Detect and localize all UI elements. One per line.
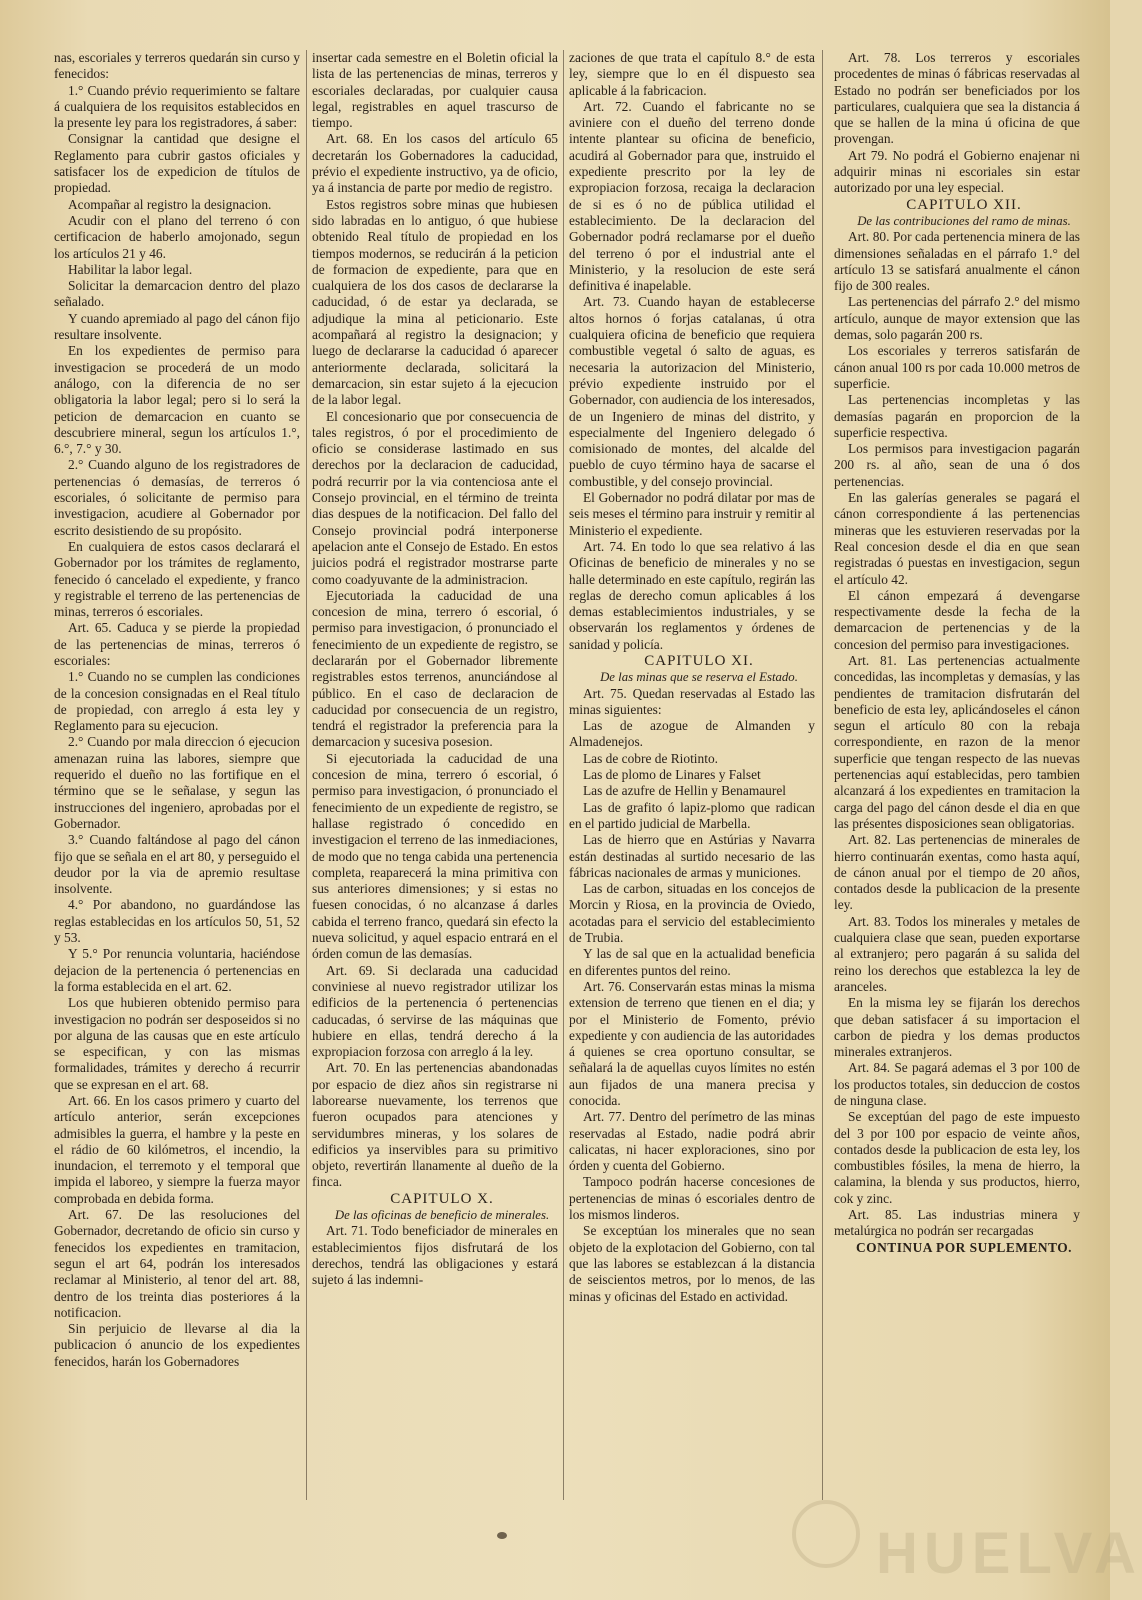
paragraph: Las de cobre de Riotinto. bbox=[583, 750, 718, 766]
paragraph: Art. 74. En todo lo que sea relativo á las Oficinas de beneficio de minerales y no se halle determinado en este capítulo, regirán las reglas de derecho comun aplicables á los demas establecimientos industriales, y se observarán los reglamentos y órdenes de sanidad y policía. bbox=[569, 538, 815, 652]
paragraph: El cánon empezará á devengarse respectivamente desde la fecha de la demarcacion de pertenencias y de la concesion del permiso para investigaciones. bbox=[834, 587, 1080, 652]
paragraph: En la misma ley se fijarán los derechos que deban satisfacer á su importacion el carbon de piedra y los demas productos minerales extranjeros. bbox=[834, 995, 1080, 1060]
chapter-subtitle: De las contribuciones del ramo de minas. bbox=[857, 213, 1071, 228]
chapter-heading: CAPITULO X. bbox=[390, 1190, 494, 1207]
paragraph: Si ejecutoriada la caducidad de una concesion de mina, terrero ó escorial, ó permiso para investigacion, ó pronunciado el fenecimiento de un expediente de registro, se hallase registrado ó concedido en investigacion el terreno de las inmediaciones, de modo que no tenga cabida una pertenencia completa, reaparecerá la mina primitiva con sus anteriores dimensiones; y si estas no fuesen conocidas, ó no alcanzase á darles cabida el terreno franco, quedará sin efecto la nueva solicitud, y aquel espacio entrará en el órden comun de las demasías. bbox=[312, 750, 558, 962]
paragraph: Las de carbon, situadas en los concejos de Morcin y Riosa, en la provincia de Oviedo, acotadas para el servicio del establecimiento de Trubia. bbox=[569, 881, 815, 946]
paragraph: Art. 80. Por cada pertenencia minera de las dimensiones señaladas en el párrafo 1.° del artículo 13 se satisfará anualmente el cánon fijo de 300 reales. bbox=[834, 229, 1080, 294]
paragraph: En cualquiera de estos casos declarará el Gobernador por los trámites de reglamento, fenecido ó cancelado el expediente, y franco y registrable el terreno de las pertenencias de minas, terreros ó escoriales. bbox=[54, 538, 300, 620]
paragraph: Las de azufre de Hellin y Benamaurel bbox=[583, 783, 786, 799]
paragraph: zaciones de que trata el capítulo 8.° de esta ley, siempre que lo en él dispuesto sea aplicable á la fabricacion. bbox=[569, 50, 815, 98]
paragraph: Las de hierro que en Astúrias y Navarra están destinadas al surtido necesario de las fábricas nacionales de armas y municiones. bbox=[569, 832, 815, 880]
paragraph: Art. 84. Se pagará ademas el 3 por 100 de los productos totales, sin deduccion de costos de ninguna clase. bbox=[834, 1060, 1080, 1108]
paragraph: Las de grafito ó lapiz-plomo que radican en el partido judicial de Marbella. bbox=[569, 799, 815, 831]
column-rule bbox=[563, 50, 564, 1500]
paragraph: Ejecutoriada la caducidad de una concesion de mina, terrero ó escorial, ó permiso para investigacion, ó pronunciado el fenecimiento de un expediente de registro, se declararán por el Gobernador libremente registrables estos terrenos, anunciándose al público. En el caso de declaracion de caducidad por consecuencia de un registro, tendrá el registrador la preferencia para la demarcacion y sucesiva posesion. bbox=[312, 587, 558, 750]
paragraph: Los permisos para investigacion pagarán 200 rs. al año, sean de una ó dos pertenencias. bbox=[834, 441, 1080, 489]
paragraph: Y las de sal que en la actualidad beneficia en diferentes puntos del reino. bbox=[569, 946, 815, 978]
watermark-text: HUELVA bbox=[876, 1521, 1142, 1586]
paragraph: 3.° Cuando faltándose al pago del cánon fijo que se señala en el art 80, y perseguido el deudor por la via de apremio resultase insolvente. bbox=[54, 832, 300, 897]
paragraph: Art. 70. En las pertenencias abandonadas por espacio de diez años sin registrarse ni laborearse nuevamente, los terrenos que fueron ocupados para atenciones y servidumbres mineras, y los solares de edificios ya inservibles para su primitivo objeto, revertirán llanamente al dueño de la finca. bbox=[312, 1060, 558, 1190]
paragraph: Art. 78. Los terreros y escoriales procedentes de minas ó fábricas reservadas al Estado no podrán ser beneficiados por los particulares, cualquiera que sea la distancia á que se hallen de la mina ú oficina de que provengan. bbox=[834, 50, 1080, 147]
paragraph: Art. 72. Cuando el fabricante no se aviniere con el dueño del terreno donde intente plantear su oficina de beneficio, acudirá al Gobernador para que, instruido el expediente prescrito por la ley de expropiacion forzosa, recaiga la declaracion de si es ó no de pública utilidad el establecimiento. De la declaracion del Gobernador podrá reclamarse por el dueño del terreno ó por el industrial ante el Ministerio, y la resolucion de este será definitiva é inapelable. bbox=[569, 98, 815, 294]
paragraph: El concesionario que por consecuencia de tales registros, ó por el procedimiento de oficio se considerase lastimado en sus derechos por la declaracion de caducidad, podrá recurrir por la via contenciosa ante el Consejo provincial, en el término de treinta dias despues de la notificacion. Del fallo del Consejo provincial podrá interponerse apelacion ante el Consejo de Estado. En estos juicios podrá el registrador mostrarse parte como coadyuvante de la administracion. bbox=[312, 408, 558, 587]
paragraph: Art. 82. Las pertenencias de minerales de hierro continuarán exentas, como hasta aquí, de cánon anual por el tiempo de 20 años, contados desde la publicacion de la presente ley. bbox=[834, 832, 1080, 913]
seal-icon bbox=[792, 1500, 860, 1568]
paragraph: Art. 65. Caduca y se pierde la propiedad de las pertenencias de minas, terreros ó escoriales: bbox=[54, 620, 300, 668]
paragraph: Consignar la cantidad que designe el Reglamento para cubrir gastos oficiales y satisfacer los de expedicion de títulos de propiedad. bbox=[54, 131, 300, 196]
paragraph: nas, escoriales y terreros quedarán sin curso y fenecidos: bbox=[54, 50, 300, 82]
paragraph: insertar cada semestre en el Boletin oficial la lista de las pertenencias de minas, terreros y escoriales declaradas, por cualquier causa legal, registrables en aquel trascurso de tiempo. bbox=[312, 50, 558, 131]
paragraph: Art. 75. Quedan reservadas al Estado las minas siguientes: bbox=[569, 685, 815, 717]
paragraph: 1.° Cuando prévio requerimiento se faltare á cualquiera de los requisitos establecidos en la presente ley para los registradores, á saber: bbox=[54, 82, 300, 131]
paragraph: Art. 68. En los casos del artículo 65 decretarán los Gobernadores la caducidad, prévio el expediente instructivo, ya de oficio, ya á instancia de parte por medio de registro. bbox=[312, 131, 558, 196]
paragraph: Art. 71. Todo beneficiador de minerales en establecimientos fijos disfrutará de los derechos, tendrá las obligaciones y estará sujeto á las indemni- bbox=[312, 1223, 558, 1288]
paragraph: Los escoriales y terreros satisfarán de cánon anual 100 rs por cada 10.000 metros de superficie. bbox=[834, 343, 1080, 391]
paragraph: Estos registros sobre minas que hubiesen sido labradas en lo antiguo, ó que hubiese obtenido Real título de propiedad en los tiempos modernos, se reducirán á la peticion de formacion de expediente, para que en cualquiera de los dos casos de declararse la caducidad, ó de estar ya declarada, se adjudique la mina al peticionario. Este acompañará al registro la designacion; y luego de declararse la caducidad ó aparecer anteriormente declarada, solicitará la demarcacion, sin estar sujeto á la ejecucion de la labor legal. bbox=[312, 196, 558, 408]
chapter-heading: CAPITULO XII. bbox=[906, 196, 1022, 213]
paragraph: 2.° Cuando por mala direccion ó ejecucion amenazan ruina las labores, siempre que requerido el dueño no las fortifique en el término que se le señalase, y segun las instrucciones del ingeniero, aprobadas por el Gobernador. bbox=[54, 734, 300, 831]
paragraph: Art. 76. Conservarán estas minas la misma extension de terreno que tienen en el dia; y por el Ministerio de Fomento, prévio expediente y con audiencia de las autoridades á quienes se crea oportuno consultar, se señalará la de aquellas cuyos límites no estén aun fijados de una manera precisa y conocida. bbox=[569, 978, 815, 1108]
column-rule bbox=[822, 50, 823, 1500]
paragraph: Tampoco podrán hacerse concesiones de pertenencias de minas ó escoriales dentro de los mismos linderos. bbox=[569, 1174, 815, 1223]
paragraph: Los que hubieren obtenido permiso para investigacion no podrán ser desposeidos si no por alguna de las causas que en este artículo se especifican, y con las mismas formalidades, trámites y derecho á recurrir que se expresan en el art. 68. bbox=[54, 995, 300, 1092]
paragraph: Solicitar la demarcacion dentro del plazo señalado. bbox=[54, 278, 300, 310]
paragraph: En las galerías generales se pagará el cánon correspondiente á las pertenencias mineras que les estuvieren reservadas por la Real concesion desde el dia en que sean registradas ó puestas en investigacion, segun el artículo 42. bbox=[834, 490, 1080, 587]
paragraph: Acompañar al registro la designacion. bbox=[68, 196, 272, 212]
paragraph: En los expedientes de permiso para investigacion se procederá de un modo análogo, con la diferencia de no ser obligatoria la labor legal; pero si lo será la peticion de demarcacion en cuanto se descubriere mineral, segun los artículos 1.°, 6.°, 7.° y 30. bbox=[54, 343, 300, 457]
chapter-heading: CAPITULO XI. bbox=[644, 652, 754, 669]
paragraph: Sin perjuicio de llevarse al dia la publicacion ó anuncio de los expedientes fenecidos, harán los Gobernadores bbox=[54, 1321, 300, 1369]
column-1 bbox=[54, 50, 300, 1500]
paragraph: Art. 66. En los casos primero y cuarto del artículo anterior, serán excepciones admisibles la guerra, el hambre y la peste en el rádio de 60 kilómetros, el incendio, la inundacion, el terremoto y el temporal que impida el laboreo, y siempre la fuerza mayor comprobada en debida forma. bbox=[54, 1093, 300, 1206]
column-rule bbox=[306, 50, 307, 1500]
paragraph: Art 79. No podrá el Gobierno enajenar ni adquirir minas ni escoriales sin estar autorizado por una ley especial. bbox=[834, 147, 1080, 196]
column-4 bbox=[834, 50, 1080, 1500]
paragraph: Art. 73. Cuando hayan de establecerse altos hornos ó forjas catalanas, ú otra cualquiera oficina de beneficio que requiera combustible vegetal ó salto de aguas, es necesaria la autorizacion del Ministerio, prévio expediente instruido por el Gobernador, con audiencia de los interesados, de un Ingeniero de minas del distrito, y especialmente del Ingeniero delegado ó comisionado de montes, del alcalde del pueblo de cuyo término haya de sacarse el combustible, y del consejo provincial. bbox=[569, 294, 815, 489]
paragraph: 1.° Cuando no se cumplen las condiciones de la concesion consignadas en el Real título de propiedad, con arreglo á esta ley y Reglamento para su ejecucion. bbox=[54, 669, 300, 734]
paragraph: 2.° Cuando alguno de los registradores de pertenencias ó demasías, de terreros ó escoriales, ó solicitante de permiso para investigacion, acudiere al Gobernador por escrito desistiendo de su propósito. bbox=[54, 457, 300, 538]
paragraph: Las de azogue de Almanden y Almadenejos. bbox=[569, 718, 815, 750]
paragraph: 4.° Por abandono, no guardándose las reglas establecidas en los artículos 50, 51, 52 y 53. bbox=[54, 897, 300, 946]
chapter-subtitle: De las oficinas de beneficio de minerales. bbox=[334, 1208, 550, 1223]
paragraph: Art. 77. Dentro del perímetro de las minas reservadas al Estado, nadie podrá abrir calicatas, ni hacer exploraciones, sino por órden y cuenta del Gobierno. bbox=[569, 1109, 815, 1174]
paragraph: Habilitar la labor legal. bbox=[68, 261, 193, 277]
paragraph: Acudir con el plano del terreno ó con certificacion de haberlo amojonado, segun los artículos 21 y 46. bbox=[54, 212, 300, 261]
paragraph: El Gobernador no podrá dilatar por mas de seis meses el término para instruir y remitir al Ministerio el expediente. bbox=[569, 490, 815, 538]
paragraph: Se exceptúan los minerales que no sean objeto de la explotacion del Gobierno, con tal que las labores se establezcan á la distancia de seiscientos metros, por lo menos, de las minas y oficinas del Estado en actividad. bbox=[569, 1223, 815, 1304]
paragraph: Y cuando apremiado al pago del cánon fijo resultare insolvente. bbox=[54, 310, 300, 343]
column-3 bbox=[569, 50, 815, 1500]
column-2 bbox=[312, 50, 558, 1500]
paragraph: Las pertenencias incompletas y las demasías pagarán en proporcion de la superficie respectiva. bbox=[834, 392, 1080, 440]
paragraph: Se exceptúan del pago de este impuesto del 3 por 100 por espacio de veinte años, contados desde la publicacion de esta ley, los combustibles fósiles, la mena de hierro, la calamina, la blenda y sus productos, hierro, cok y zinc. bbox=[834, 1109, 1080, 1206]
continuation-note: CONTINUA POR SUPLEMENTO. bbox=[856, 1239, 1072, 1255]
ink-mark bbox=[497, 1532, 507, 1539]
paragraph: Art. 85. Las industrias minera y metalúrgica no podrán ser recargadas bbox=[834, 1207, 1080, 1239]
archive-watermark bbox=[780, 1490, 1142, 1600]
paragraph: Art. 67. De las resoluciones del Gobernador, decretando de oficio sin curso y fenecidos los expedientes en tramitacion, segun el art 64, podrán los interesados reclamar al Ministerio, al tenor del art. 88, dentro de los treinta dias posteriores á la notificacion. bbox=[54, 1207, 300, 1320]
chapter-subtitle: De las minas que se reserva el Estado. bbox=[600, 670, 798, 685]
paragraph: Art. 83. Todos los minerales y metales de cualquiera clase que sean, pueden exportarse al extranjero; pero pagarán á su salida del reino los derechos que establezca la ley de aranceles. bbox=[834, 913, 1080, 994]
paragraph: Las pertenencias del párrafo 2.° del mismo artículo, aunque de mayor extension que las demas, solo pagarán 200 rs. bbox=[834, 294, 1080, 343]
paragraph: Art. 69. Si declarada una caducidad conviniese al nuevo registrador utilizar los edificios de la pertenencia ó pertenencias caducadas, ó servirse de las máquinas que hubiere en ellas, tendrá derecho á la expropiacion forzosa con arreglo á la ley. bbox=[312, 962, 558, 1060]
paragraph: Y 5.° Por renuncia voluntaria, haciéndose dejacion de la pertenencia ó pertenencias en la forma establecida en el art. 62. bbox=[54, 946, 300, 994]
paragraph: Las de plomo de Linares y Falset bbox=[583, 767, 761, 783]
paragraph: Art. 81. Las pertenencias actualmente concedidas, las incompletas y demasías, y las pendientes de tramitacion disfrutarán del beneficio de esta ley, aplicándoseles el cánon segun el artículo 80 con la rebaja correspondiente, en razon de la menor superficie que tengan respecto de las nuevas pertenencias aquí establecidas, pero tambien alcanzará á los expedientes en tramitacion la carga del pago del cánon desde el dia en que las présentes disposiciones sean obligatorias. bbox=[834, 652, 1080, 831]
